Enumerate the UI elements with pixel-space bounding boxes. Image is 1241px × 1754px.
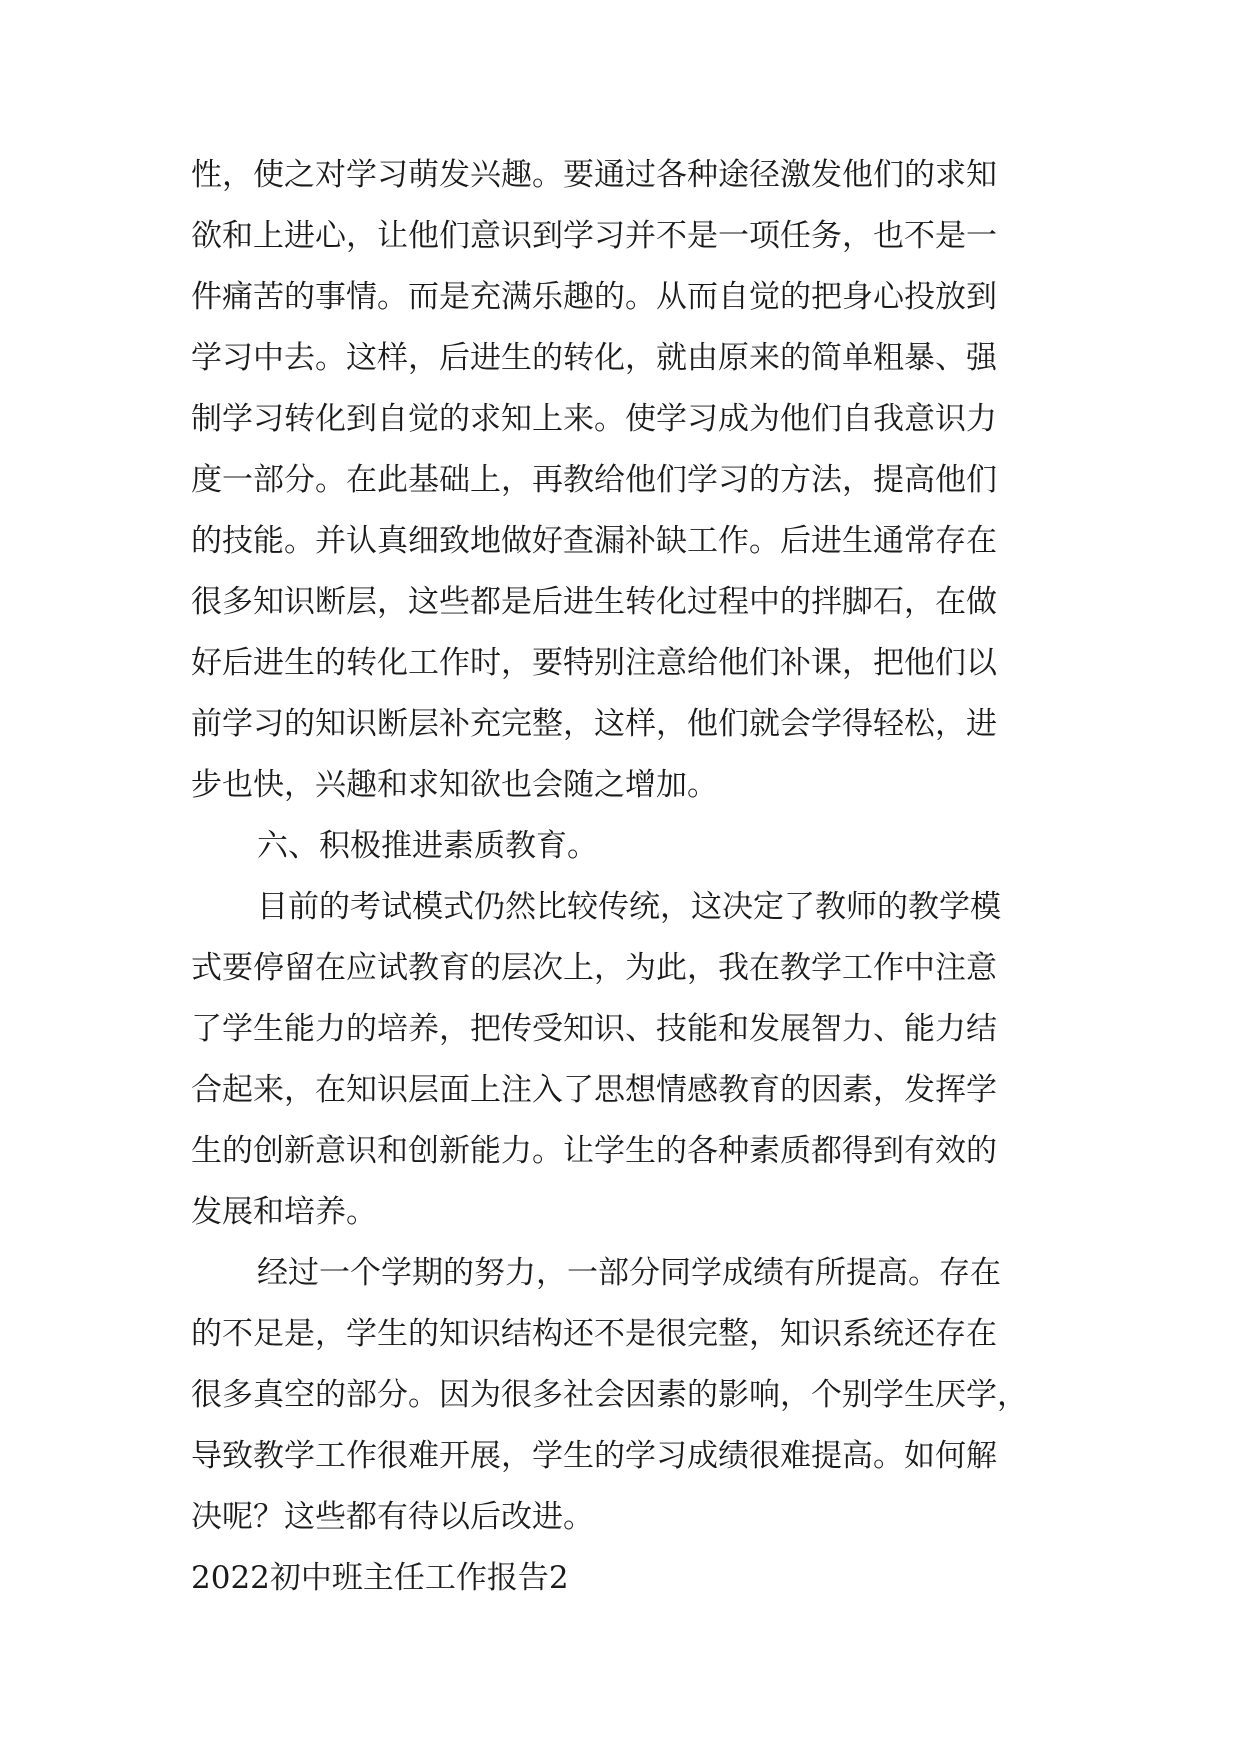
text-line: 的技能。并认真细致地做好查漏补缺工作。后进生通常存在 [191,523,997,559]
text-line: 学习中去。这样，后进生的转化，就由原来的简单粗暴、强 [191,340,997,376]
text-line: 合起来，在知识层面上注入了思想情感教育的因素，发挥学 [191,1072,997,1108]
text-line: 制学习转化到自觉的求知上来。使学习成为他们自我意识力 [191,401,997,437]
text-line: 好后进生的转化工作时，要特别注意给他们补课，把他们以 [191,645,997,681]
text-line: 前学习的知识断层补充完整，这样，他们就会学得轻松，进 [191,706,997,742]
text-line: 的不足是，学生的知识结构还不是很完整，知识系统还存在 [191,1316,997,1352]
text-line: 件痛苦的事情。而是充满乐趣的。从而自觉的把身心投放到 [191,279,997,315]
text-line: 导致教学工作很难开展，学生的学习成绩很难提高。如何解 [191,1438,997,1474]
text-line: 步也快，兴趣和求知欲也会随之增加。 [191,767,718,803]
text-line: 很多真空的部分。因为很多社会因素的影响，个别学生厌学， [191,1377,1028,1413]
text-line: 目前的考试模式仍然比较传统，这决定了教师的教学模 [257,889,1001,925]
text-line: 很多知识断层，这些都是后进生转化过程中的拌脚石，在做 [191,584,997,620]
text-line: 了学生能力的培养，把传受知识、技能和发展智力、能力结 [191,1011,997,1047]
text-line: 性，使之对学习萌发兴趣。要通过各种途径激发他们的求知 [191,157,997,193]
text-line: 经过一个学期的努力，一部分同学成绩有所提高。存在 [257,1255,1001,1291]
text-line: 生的创新意识和创新能力。让学生的各种素质都得到有效的 [191,1133,997,1169]
section-heading: 六、积极推进素质教育。 [257,828,598,864]
text-line: 欲和上进心，让他们意识到学习并不是一项任务，也不是一 [191,218,997,254]
text-line: 式要停留在应试教育的层次上，为此，我在教学工作中注意 [191,950,997,986]
text-line: 发展和培养。 [191,1194,377,1230]
next-section-title: 2022初中班主任工作报告2 [191,1560,569,1596]
text-line: 度一部分。在此基础上，再教给他们学习的方法，提高他们 [191,462,997,498]
text-line: 决呢？这些都有待以后改进。 [191,1499,594,1535]
